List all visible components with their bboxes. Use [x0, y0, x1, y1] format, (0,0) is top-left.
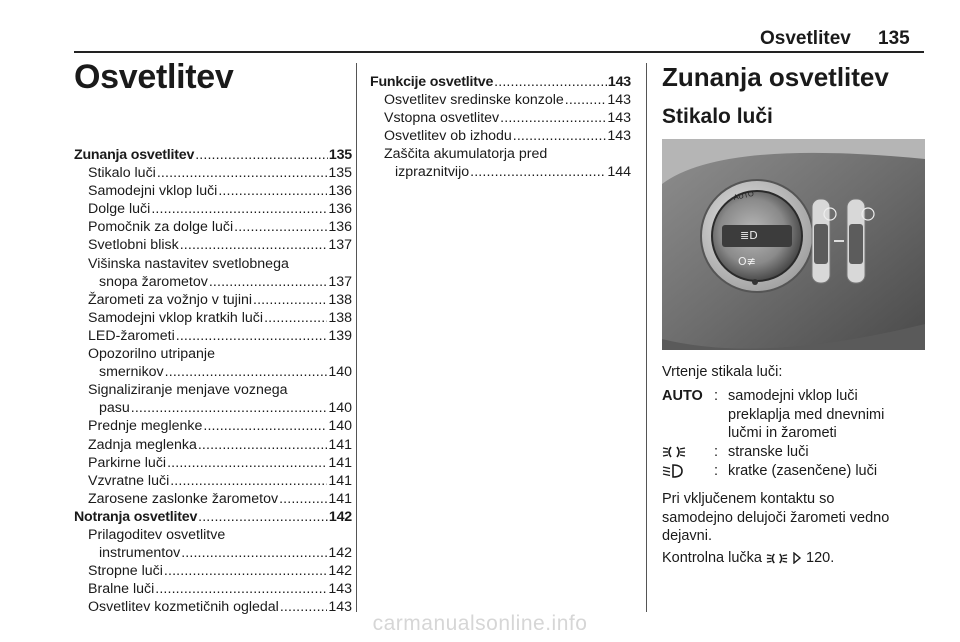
paragraph-line: samodejno delujoči žarometi vedno: [662, 509, 890, 526]
toc-leader-dots: [198, 436, 327, 454]
toc-leader-dots: [176, 327, 328, 345]
toc-entry[interactable]: [74, 218, 352, 236]
toc-page-number: 136: [328, 183, 352, 200]
toc-page-number: 144: [607, 164, 631, 181]
toc-page-number: 137: [328, 237, 352, 254]
toc-entry-label: smernikov: [99, 364, 164, 381]
toc-entry[interactable]: [74, 381, 352, 399]
section-title: Zunanja osvetlitev: [662, 62, 889, 92]
toc-entry[interactable]: [74, 345, 352, 363]
toc-entry-label: Dolge luči: [88, 201, 151, 218]
toc-page-number: 138: [328, 291, 352, 308]
svg-text:O≢: O≢: [738, 255, 756, 268]
paragraph-line: Pri vključenem kontaktu so: [662, 491, 835, 507]
toc-entry-label: Bralne luči: [88, 581, 155, 598]
definition-auto: [662, 387, 928, 443]
toc-leader-dots: [195, 146, 328, 164]
toc-entry[interactable]: [74, 490, 352, 508]
definition-low-beam: : kratke (zasenčene) luči: [662, 462, 928, 481]
toc-entry[interactable]: [74, 200, 352, 218]
toc-leader-dots: [279, 490, 327, 508]
toc-leader-dots: [180, 236, 328, 254]
side-lights-icon: [766, 552, 788, 565]
toc-entry-label: Osvetlitev kozmetičnih ogledal: [88, 599, 279, 616]
toc-leader-dots: [513, 127, 607, 145]
toc-leader-dots: [500, 109, 606, 127]
toc-page-number: 143: [607, 110, 631, 127]
watermark: carmanualsonline.info: [372, 612, 588, 635]
toc-leader-dots: [253, 291, 327, 309]
table-of-contents-column-2: [370, 73, 631, 182]
toc-entry[interactable]: [74, 580, 352, 598]
toc-page-number: 141: [328, 490, 352, 507]
running-header-title: Osvetlitev: [760, 28, 851, 49]
toc-entry[interactable]: [74, 363, 352, 381]
toc-leader-dots: [218, 182, 327, 200]
toc-leader-dots: [170, 472, 327, 490]
toc-page-number: 139: [328, 327, 352, 344]
toc-page-number: 142: [328, 508, 352, 525]
definition-side-lights: : stranske luči: [662, 443, 928, 462]
toc-entry-label: Prednje meglenke: [88, 418, 203, 435]
definition-colon: :: [714, 388, 719, 404]
toc-page-number: 143: [607, 74, 631, 90]
desc-line: kratke (zasenčene) luči: [728, 463, 878, 479]
toc-entry-label: Pomočnik za dolge luči: [88, 219, 234, 236]
toc-entry[interactable]: [74, 327, 352, 345]
column-divider: [646, 63, 647, 612]
subsection-title: Stikalo luči: [662, 105, 773, 128]
desc-line: stranske luči: [728, 444, 809, 460]
toc-section-entry[interactable]: [74, 508, 352, 526]
toc-entry-label: Svetlobni blisk: [88, 237, 179, 254]
column-divider: [356, 63, 357, 612]
toc-entry-label: Osvetlitev ob izhodu: [384, 128, 512, 145]
toc-entry-label: Višinska nastavitev svetlobnega: [88, 255, 289, 272]
low-beam-icon: [662, 464, 686, 478]
toc-entry[interactable]: [370, 145, 631, 163]
toc-entry-label: Parkirne luči: [88, 454, 167, 471]
toc-entry-label: Osvetlitev sredinske konzole: [384, 92, 564, 109]
desc-line: lučmi in žarometi: [728, 425, 837, 441]
definition-description: [728, 443, 928, 462]
toc-entry-label: Stropne luči: [88, 563, 163, 580]
page-reference-icon: [792, 552, 802, 564]
toc-section-entry[interactable]: [74, 146, 352, 164]
toc-entry-label: snopa žarometov: [99, 273, 208, 290]
toc-leader-dots: [470, 163, 606, 181]
toc-page-number: 140: [328, 364, 352, 381]
photo-auto-label: AUTO: [732, 188, 755, 202]
toc-page-number: 143: [607, 128, 631, 145]
toc-entry-label: Samodejni vklop kratkih luči: [88, 309, 264, 326]
toc-entry-label: Zadnja meglenka: [88, 436, 197, 453]
toc-page-number: 135: [328, 147, 352, 163]
toc-entry-label: Opozorilno utripanje: [88, 346, 215, 363]
toc-leader-dots: [198, 508, 328, 526]
toc-entry-label: instrumentov: [99, 545, 181, 562]
toc-leader-dots: [167, 454, 327, 472]
toc-entry-label: Prilagoditev osvetlitve: [88, 526, 226, 543]
side-lights-icon: [662, 445, 686, 459]
toc-entry[interactable]: [370, 163, 631, 181]
toc-leader-dots: [494, 73, 607, 91]
toc-entry[interactable]: [370, 127, 631, 145]
toc-entry[interactable]: [74, 562, 352, 580]
toc-entry[interactable]: [74, 454, 352, 472]
toc-entry-label: Zarosene zaslonke žarometov: [88, 490, 279, 507]
running-header-page-number: 135: [878, 28, 910, 49]
svg-text:≣D: ≣D: [740, 229, 758, 242]
toc-leader-dots: [165, 363, 328, 381]
toc-entry[interactable]: [74, 273, 352, 291]
definition-description: [728, 462, 928, 481]
toc-entry[interactable]: [74, 399, 352, 417]
toc-entry-label: Signaliziranje menjave voznega: [88, 382, 288, 399]
control-lamp-text: Kontrolna lučka: [662, 550, 762, 566]
toc-page-number: 137: [328, 273, 352, 290]
toc-leader-dots: [155, 580, 327, 598]
toc-entry-label: Stikalo luči: [88, 165, 156, 182]
light-switch-photo: [662, 139, 925, 350]
toc-entry-label: Samodejni vklop luči: [88, 183, 218, 200]
header-divider: [74, 51, 924, 53]
table-of-contents-column-1: [74, 146, 352, 616]
toc-entry[interactable]: [74, 291, 352, 309]
paragraph-line: dejavni.: [662, 528, 712, 544]
toc-entry[interactable]: [74, 236, 352, 254]
toc-section-entry[interactable]: [370, 73, 631, 91]
toc-entry-label: Vstopna osvetlitev: [384, 110, 500, 127]
toc-page-number: 141: [328, 454, 352, 471]
toc-entry[interactable]: [370, 91, 631, 109]
toc-entry[interactable]: [74, 164, 352, 182]
toc-leader-dots: [131, 399, 328, 417]
chapter-title: Osvetlitev: [74, 58, 234, 96]
desc-line: samodejni vklop luči: [728, 388, 858, 404]
toc-entry-label: Notranja osvetlitev: [74, 508, 198, 525]
toc-entry[interactable]: [74, 544, 352, 562]
toc-leader-dots: [264, 309, 327, 327]
toc-entry-label: LED-žarometi: [88, 327, 175, 344]
toc-page-number: 143: [328, 581, 352, 598]
toc-page-number: 136: [328, 201, 352, 218]
toc-page-number: 141: [328, 472, 352, 489]
paragraph-auto-headlights: [662, 490, 889, 546]
toc-entry-label: Funkcije osvetlitve: [370, 74, 494, 90]
toc-leader-dots: [164, 562, 327, 580]
toc-entry[interactable]: [74, 182, 352, 200]
reference-page-number: 120.: [806, 550, 835, 566]
toc-page-number: 140: [328, 418, 352, 435]
toc-page-number: 142: [328, 545, 352, 562]
toc-page-number: 141: [328, 436, 352, 453]
toc-entry-label: Zaščita akumulatorja pred: [384, 146, 548, 163]
toc-leader-dots: [234, 218, 327, 236]
toc-leader-dots: [203, 417, 327, 435]
toc-leader-dots: [181, 544, 327, 562]
toc-page-number: 138: [328, 309, 352, 326]
toc-entry[interactable]: [74, 255, 352, 273]
toc-leader-dots: [151, 200, 327, 218]
toc-entry-label: pasu: [99, 400, 130, 417]
toc-entry[interactable]: [74, 472, 352, 490]
definition-description: [728, 387, 928, 443]
intro-text: Vrtenje stikala luči:: [662, 364, 783, 380]
toc-entry-label: Vzvratne luči: [88, 472, 170, 489]
definition-term: AUTO: [662, 388, 703, 404]
toc-entry[interactable]: [74, 436, 352, 454]
toc-entry[interactable]: [74, 526, 352, 544]
toc-leader-dots: [565, 91, 607, 109]
toc-page-number: 142: [328, 563, 352, 580]
desc-line: preklaplja med dnevnimi: [728, 406, 885, 423]
toc-entry[interactable]: [370, 109, 631, 127]
toc-entry[interactable]: [74, 417, 352, 435]
paragraph-control-lamp: [662, 549, 834, 568]
toc-page-number: 143: [607, 92, 631, 109]
toc-page-number: 140: [328, 400, 352, 417]
toc-entry-label: Zunanja osvetlitev: [74, 147, 195, 163]
toc-entry-label: Žarometi za vožnjo v tujini: [88, 291, 253, 308]
toc-page-number: 136: [328, 219, 352, 236]
toc-leader-dots: [209, 273, 327, 291]
toc-page-number: 143: [328, 599, 352, 616]
toc-entry[interactable]: [74, 309, 352, 327]
toc-page-number: 135: [328, 165, 352, 182]
toc-leader-dots: [157, 164, 328, 182]
toc-entry-label: izpraznitvijo: [395, 164, 470, 181]
